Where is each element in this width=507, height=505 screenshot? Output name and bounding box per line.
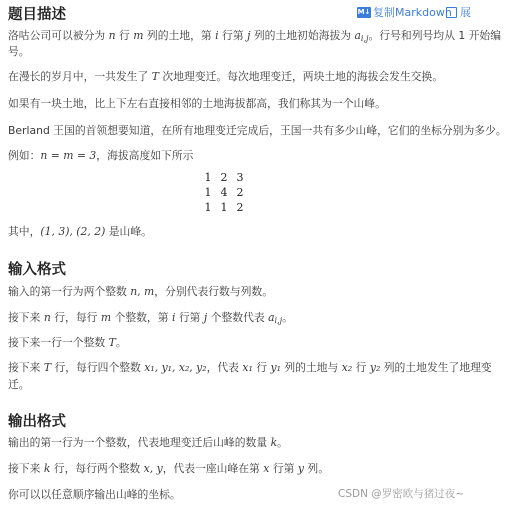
input-paragraph-2 [8,311,293,328]
desc-paragraph-5 [8,149,193,163]
math-T: T [151,70,159,83]
math-a: a [354,29,361,42]
math-m: m [100,311,112,324]
text: 行第 [175,311,204,324]
text: 。 [115,336,127,349]
copy-markdown-button[interactable] [357,4,452,20]
output-paragraph-2 [8,462,329,476]
matrix-row [200,200,248,215]
text: 在漫长的岁月中，一共发生了 [8,70,152,83]
text: 。 [282,311,293,324]
input-paragraph-4-line-1 [8,361,492,375]
text: 输出的第一行为一个整数，代表地理变迁后山峰的数量 [8,436,271,449]
math-k: k [270,436,278,449]
math-n: n [108,29,116,42]
input-paragraph-3 [8,336,127,350]
input-format-heading: 输入格式 [8,262,66,278]
text: 列。 [303,462,329,475]
math-T: T [43,361,52,374]
matrix-cell: 1 [204,186,212,199]
text: ，分别代表行数与列数。 [154,285,274,298]
text: 列的土地发生了地理变 [380,361,492,374]
text: 。 [277,436,288,449]
matrix-cell: 4 [220,186,228,199]
text: 行，每行 [50,311,101,324]
text: 列的土地初始海拔为 [250,29,355,42]
math-x1: x₁ [242,361,253,374]
text: 行 [352,361,370,374]
desc-paragraph-4: Berland 王国的首领想要知道，在所有地理变迁完成后，王国一共有多少山峰，它们的坐标分别为多少。 [8,124,507,137]
text: 个整数代表 [207,311,269,324]
math-k: k [43,462,51,475]
text: 列的土地与 [280,361,342,374]
input-paragraph-4-line-2: 迁。 [8,378,30,391]
copy-markdown-label: 复制Markdown [373,6,452,19]
math-x: x [263,462,270,475]
text: ，海拔高度如下所示 [96,149,194,162]
text: 其中， [8,225,41,238]
matrix-cell: 3 [236,171,244,184]
text: 个整数，第 [111,311,172,324]
text: 洛咕公司可以被分为 [8,29,109,42]
text: 接下来 [8,361,44,374]
matrix-cell: 1 [204,201,212,214]
text: 接下来 [8,462,44,475]
math-variables: x₁, y₁, x₂, y₂ [144,361,207,374]
text: 接下来 [8,311,44,324]
desc-paragraph-1-line-1 [8,29,501,46]
math-i: i [171,311,176,324]
text: 行，每行两个整数 [50,462,144,475]
expand-label: 展 [460,6,471,19]
math-n: n [43,311,51,324]
text: 输入的第一行为两个整数 [8,285,131,298]
math-m: m [133,29,144,42]
math-x-y: x, y [143,462,163,475]
math-coordinates: (1, 3), (2, 2) [40,225,106,238]
text: 行 [252,361,271,374]
output-paragraph-1 [8,436,288,450]
math-a-subscript: i,j [360,34,369,43]
math-y2: y₂ [369,361,381,374]
markdown-icon: M↓ [357,7,371,16]
description-heading: 题目描述 [8,7,66,23]
matrix-cell: 2 [236,201,244,214]
matrix-row [200,170,248,185]
desc-paragraph-1-line-2: 号。 [8,45,30,58]
matrix-cell: 2 [220,171,228,184]
input-paragraph-1 [8,285,273,299]
math-a: a [268,311,275,324]
text: 行第 [269,462,298,475]
output-format-heading: 输出格式 [8,414,66,430]
math-y: y [297,462,304,475]
expand-button[interactable] [446,4,471,20]
math-j: j [247,29,251,42]
math-y1: y₁ [270,361,281,374]
matrix-cell: 1 [220,201,228,214]
text: 是山峰。 [105,225,152,238]
text: ，代表一座山峰在第 [162,462,264,475]
desc-paragraph-6 [8,225,152,239]
math-x2: x₂ [341,361,353,374]
text: 行 [115,29,134,42]
height-matrix [200,170,248,215]
matrix-cell: 2 [236,186,244,199]
math-i: i [215,29,219,42]
text: 接下来一行一个整数 [8,336,109,349]
output-paragraph-3: 你可以以任意顺序输出山峰的坐标。 [8,488,181,501]
desc-paragraph-2 [8,70,443,84]
math-equation: n = m = 3 [40,149,97,162]
math-n-m: n, m [130,285,155,298]
text: 次地理变迁。每次地理变迁，两块土地的海拔会发生交换。 [159,70,444,83]
math-a-subscript: i,j [274,316,283,325]
text: 行，每行四个整数 [51,361,145,374]
desc-paragraph-3: 如果有一块土地，比上下左右直接相邻的土地海拔都高，我们称其为一个山峰。 [8,97,386,110]
text: 例如： [8,149,41,162]
matrix-row [200,185,248,200]
text: 行第 [218,29,248,42]
math-T: T [108,336,116,349]
text: ，代表 [206,361,243,374]
expand-icon [446,7,457,18]
text: 列的土地，第 [143,29,216,42]
csdn-watermark: CSDN @罗密欧与猪过夜~ [338,488,465,500]
math-j: j [203,311,208,324]
matrix-cell: 1 [204,171,212,184]
text: 。行号和列号均从 1 开始编 [368,29,502,42]
